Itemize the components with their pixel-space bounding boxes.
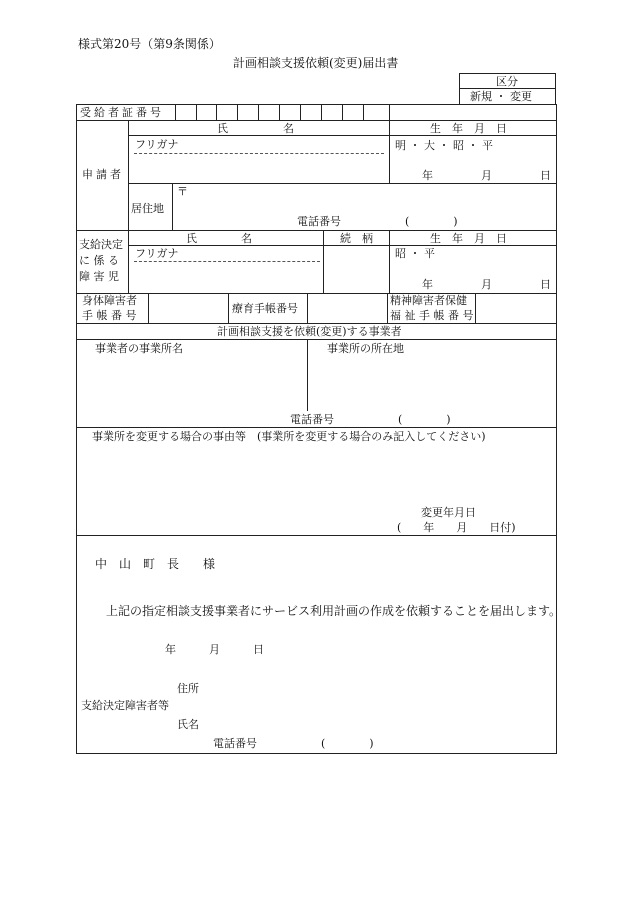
child-relation-header: 続 柄 <box>340 232 373 245</box>
mental-handbook-line1: 精神障害者保健 <box>390 294 467 307</box>
child-day: 日 <box>540 278 551 291</box>
applicant-birth-header: 生 年 月 日 <box>430 122 507 135</box>
ryouiku-handbook-label: 療育手帳番号 <box>232 302 298 315</box>
physical-handbook-line1: 身体障害者 <box>82 294 137 307</box>
child-label-line1: 支給決定 <box>79 238 123 251</box>
child-year: 年 <box>422 278 433 291</box>
postal-mark: 〒 <box>177 185 188 198</box>
office-location-label: 事業所の所在地 <box>327 342 404 355</box>
declaration-statement: 上記の指定相談支援事業者にサービス利用計画の作成を依頼することを届出します。 <box>106 604 562 618</box>
child-name-header: 氏 名 <box>186 232 252 245</box>
applicant-furigana: フリガナ <box>135 138 179 151</box>
applicant-eras[interactable]: 明 ・ 大 ・ 昭 ・ 平 <box>395 139 493 152</box>
kubun-value[interactable]: 新規 ・ 変更 <box>470 90 532 103</box>
declaration-date: 年 月 日 <box>165 643 264 656</box>
footer-phone-paren: ( ) <box>321 737 374 750</box>
applicant-name-header: 氏 名 <box>217 122 294 135</box>
footer-applicant-label: 支給決定障害者等 <box>81 699 169 712</box>
provider-section-title: 計画相談支援を依頼(変更)する事業者 <box>217 325 402 338</box>
form-title: 計画相談支援依頼(変更)届出書 <box>233 56 399 70</box>
child-month: 月 <box>481 278 492 291</box>
footer-phone-label: 電話番号 <box>213 737 257 750</box>
child-label-line2: に 係 る <box>79 254 119 267</box>
footer-address-label: 住所 <box>177 682 199 695</box>
applicant-year: 年 <box>422 169 433 182</box>
applicant-address-label: 居住地 <box>131 202 164 215</box>
applicant-day: 日 <box>540 169 551 182</box>
kubun-label: 区分 <box>496 75 518 88</box>
physical-handbook-line2: 手 帳 番 号 <box>82 309 137 322</box>
mental-handbook-line2: 福 祉 手 帳 番 号 <box>390 309 474 322</box>
change-date-label: 変更年月日 <box>421 506 476 519</box>
applicant-section-label: 申請者 <box>82 168 124 181</box>
applicant-phone-paren: ( ) <box>405 215 458 228</box>
footer-name-label: 氏名 <box>177 718 199 731</box>
applicant-month: 月 <box>481 169 492 182</box>
recipient-number-label: 受給者証番号 <box>80 106 164 119</box>
child-eras[interactable]: 昭 ・ 平 <box>395 247 435 260</box>
provider-phone-label: 電話番号 <box>290 413 334 426</box>
office-name-label: 事業者の事業所名 <box>95 342 183 355</box>
applicant-phone-label: 電話番号 <box>297 215 341 228</box>
child-birth-header: 生 年 月 日 <box>430 232 507 245</box>
child-label-line3: 障 害 児 <box>79 270 119 283</box>
change-reason-label: 事業所を変更する場合の事由等 (事業所を変更する場合のみ記入してください) <box>92 430 486 443</box>
form-number: 様式第20号（第9条関係） <box>78 37 221 51</box>
change-date-format: ( 年 月 日付) <box>397 521 516 534</box>
child-furigana: フリガナ <box>135 247 179 260</box>
provider-phone-paren: ( ) <box>398 413 451 426</box>
addressee: 中 山 町 長 様 <box>95 557 216 571</box>
